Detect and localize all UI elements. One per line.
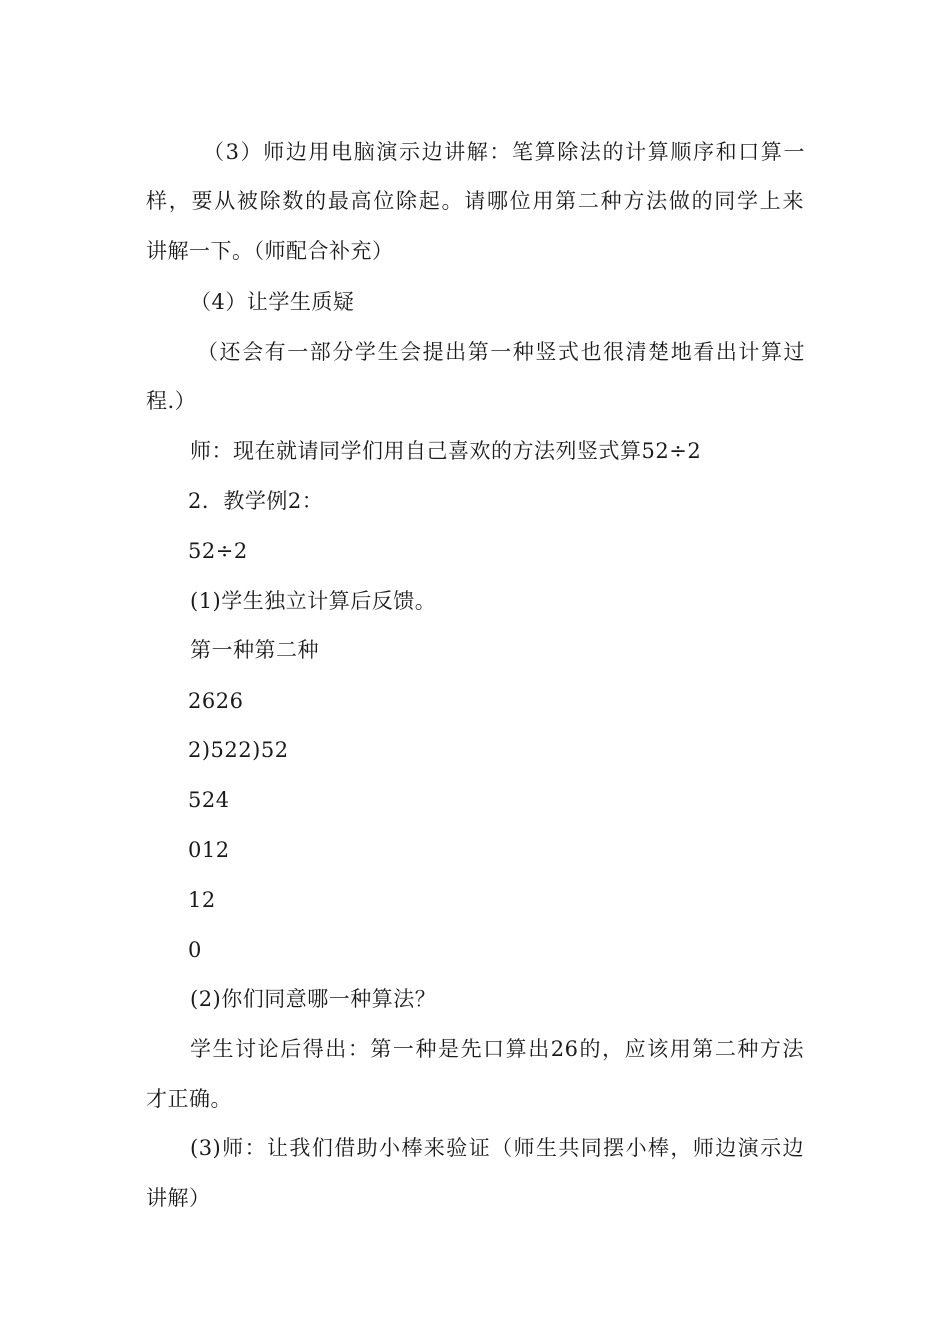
discussion-line-2: 才正确。 <box>146 1087 232 1111</box>
example-expression: 52÷2 <box>188 539 248 563</box>
paragraph-question-line-2: 程.） <box>146 389 197 413</box>
remainder-line-2: 0 <box>188 938 202 962</box>
remainder-line-1: 012 <box>188 838 230 862</box>
step-2: (2)你们同意哪一种算法？ <box>190 987 437 1011</box>
step-3-line-1: (3)师：让我们借助小棒来验证（师生共同摆小棒，师边演示边 <box>190 1136 804 1160</box>
subtraction-line-2: 12 <box>188 888 216 912</box>
example-heading: 2．教学例2： <box>188 489 324 513</box>
teacher-instruction: 师：现在就请同学们用自己喜欢的方法列竖式算52÷2 <box>190 439 702 463</box>
method-labels: 第一种第二种 <box>190 638 319 662</box>
step-1: (1)学生独立计算后反馈。 <box>190 589 437 613</box>
paragraph-3-line-3: 讲解一下。（师配合补充） <box>146 239 394 263</box>
paragraph-3-line-1: （3）师边用电脑演示边讲解：笔算除法的计算顺序和口算一 <box>203 140 805 164</box>
quotients-line: 2626 <box>188 689 244 713</box>
discussion-line-1: 学生讨论后得出：第一种是先口算出26的，应该用第二种方法 <box>190 1037 804 1061</box>
paragraph-4: （4）让学生质疑 <box>190 290 355 314</box>
step-3-line-2: 讲解） <box>146 1186 211 1210</box>
paragraph-question-line-1: （还会有一部分学生会提出第一种竖式也很清楚地看出计算过 <box>197 340 805 364</box>
division-line: 2)522)52 <box>188 738 289 762</box>
subtraction-line-1: 524 <box>188 788 230 812</box>
paragraph-3-line-2: 样，要从被除数的最高位除起。请哪位用第二种方法做的同学上来 <box>146 189 804 213</box>
